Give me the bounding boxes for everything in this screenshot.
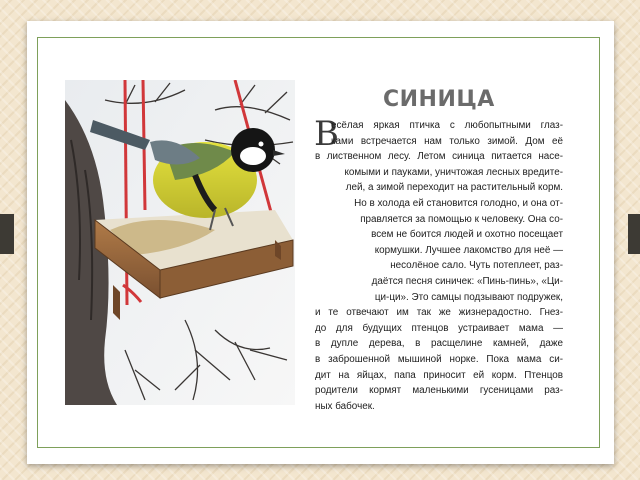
text-line: ци-ци». Это самцы подзывают подружек,: [374, 291, 563, 303]
text-line: Но в холода ей становится голодно, и она от-: [354, 197, 563, 209]
text-line: в заброшенной мышиной норке. Пока мама си-: [315, 353, 563, 365]
text-line: ных бабочек.: [315, 400, 375, 412]
text-line: комыми и пауками, уничтожая лесных вредите-: [344, 166, 563, 178]
text-line: ками встречается нам только зимой. Дом её: [331, 135, 563, 147]
drop-cap: В: [314, 114, 339, 154]
text-line: правляется за помощью к человеку. Она со-: [360, 213, 563, 225]
text-line: даётся песня синичек: «Пинь-пинь», «Ци-: [371, 275, 563, 287]
illustration-svg: [65, 80, 295, 405]
text-line: лей, а зимой переходит на растительный корм.: [345, 182, 563, 194]
slide: [27, 21, 614, 464]
text-line: есёлая яркая птичка с любопытными глаз-: [331, 120, 563, 131]
text-line: до для будущих птенцов устраивает мама —: [315, 322, 563, 334]
text-line: в лиственном лесу. Летом синица питается насе-: [315, 151, 563, 163]
left-edge-tab: [0, 214, 14, 254]
text-line: и те отвечают им так же жизнерадостно. Гнез-: [315, 307, 563, 319]
article-title: СИНИЦА: [383, 87, 495, 112]
text-line: родители кормят маленькими гусеницами раз-: [315, 385, 563, 397]
bird-feeder-illustration: [65, 80, 295, 405]
text-line: всем не боится людей и охотно посещает: [371, 229, 563, 241]
text-line: дит на яйцах, папа приносит ей корм. Птенцов: [315, 369, 563, 381]
right-edge-tab: [628, 214, 640, 254]
text-line: кормушки. Лучшее лакомство для неё —: [374, 244, 563, 256]
text-line: в дупле дерева, в расщелине камней, даже: [315, 338, 563, 350]
article-text: [314, 114, 563, 414]
text-line: несолёное сало. Чуть потеплеет, раз-: [390, 260, 563, 272]
book-page: [65, 80, 585, 412]
